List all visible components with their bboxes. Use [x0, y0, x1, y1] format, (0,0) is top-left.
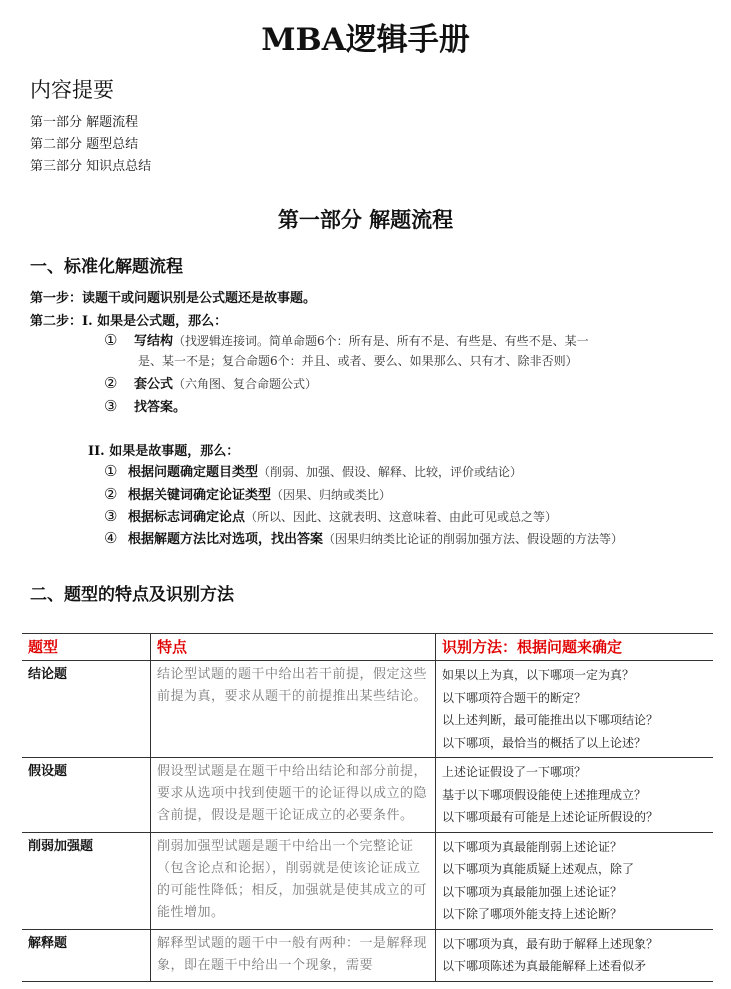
method-question: 基于以下哪项假设能使上述推理成立？	[442, 787, 647, 802]
method-question: 以下哪项为真能质疑上述观点，除了	[442, 862, 635, 876]
method-question: 以下哪项为真最能削弱上述论证？	[442, 839, 623, 854]
method-question: 以下哪项为真，最有助于解释上述现象？	[442, 936, 659, 951]
table-row	[22, 661, 713, 758]
method-question: 如果以上为真，以下哪项一定为真？	[442, 668, 635, 682]
formula-item: ③ 找答案。	[104, 397, 187, 415]
type-cell: 结论题	[22, 661, 151, 758]
toc-item: 第二部分 题型总结	[30, 137, 139, 152]
feature-cell: 假设型试题是在题干中给出结论和部分前提，要求从选项中找到使题干的论证得以成立的隐含前提，假设是题干论证成立的必要条件。	[151, 758, 436, 833]
formula-item-note: 是、某一不是；复合命题6个：并且、或者、要么、如果那么、只有才、除非否则）	[138, 354, 578, 368]
formula-item: ② 套公式（六角图、复合命题公式）	[104, 374, 318, 392]
table-row	[22, 832, 713, 929]
method-question: 以上述判断，最可能推出以下哪项结论？	[442, 713, 659, 727]
story-item: ④ 根据解题方法比对选项，找出答案（因果归纳类比论证的削弱加强方法、假设题的方法等）	[104, 529, 624, 547]
toc-item: 第一部分 解题流程	[30, 115, 139, 130]
method-question: 以下哪项，最恰当的概括了以上论述？	[442, 735, 647, 750]
method-question: 以下哪项最有可能是上述论证所假设的？	[442, 810, 659, 824]
method-cell	[436, 929, 714, 981]
header-type: 题型	[22, 634, 151, 661]
method-cell	[436, 661, 714, 758]
feature-cell: 削弱加强型试题是题干中给出一个完整论证（包含论点和论据），削弱就是使该论证成立的可能性降低；相反，加强就是使其成立的可能性增加。	[151, 832, 436, 929]
document-title: MBA逻辑手册	[261, 22, 470, 58]
feature-cell: 解释型试题的题干中一般有两种：一是解释现象，即在题干中给出一个现象，需要	[151, 929, 436, 981]
step-2: 第二步：I. 如果是公式题，那么：	[30, 314, 228, 329]
type-cell: 解释题	[22, 929, 151, 981]
story-item: ③ 根据标志词确定论点（所以、因此、这就表明、这意味着、由此可见或总之等）	[104, 507, 558, 525]
story-item: ② 根据关键词确定论证类型（因果、归纳或类比）	[104, 485, 392, 503]
header-method: 识别方法：根据问题来确定	[436, 634, 714, 661]
type-cell: 假设题	[22, 758, 151, 833]
method-question: 以下除了哪项外能支持上述论断？	[442, 907, 623, 921]
step-1: 第一步：读题干或问题识别是公式题还是故事题。	[30, 291, 317, 306]
method-question: 以下哪项为真最能加强上述论证？	[442, 884, 623, 899]
section-heading: 二、题型的特点及识别方法	[30, 585, 234, 605]
type-cell: 削弱加强题	[22, 832, 151, 929]
part-title: 第一部分 解题流程	[277, 207, 454, 232]
formula-item: ① 写结构（找逻辑连接词。简单命题6个：所有是、所有不是、有些是、有些不是、某一	[104, 331, 589, 349]
table-row	[22, 758, 713, 833]
story-item: ① 根据问题确定题目类型（削弱、加强、假设、解释、比较，评价或结论）	[104, 462, 523, 480]
method-question: 上述论证假设了一下哪项？	[442, 765, 587, 779]
method-cell	[436, 758, 714, 833]
story-heading: II. 如果是故事题，那么：	[88, 444, 240, 459]
feature-cell: 结论型试题的题干中给出若干前提，假定这些前提为真，要求从题干的前提推出某些结论。	[151, 661, 436, 758]
summary-heading: 内容提要	[30, 78, 114, 102]
method-cell	[436, 832, 714, 929]
question-type-table	[22, 633, 713, 982]
section-heading: 一、标准化解题流程	[30, 257, 183, 277]
method-question: 以下哪项符合题干的断定？	[442, 690, 587, 705]
method-question: 以下哪项陈述为真最能解释上述看似矛	[442, 959, 647, 973]
table-row	[22, 929, 713, 981]
toc-item: 第三部分 知识点总结	[30, 159, 152, 174]
header-feature: 特点	[151, 634, 436, 661]
